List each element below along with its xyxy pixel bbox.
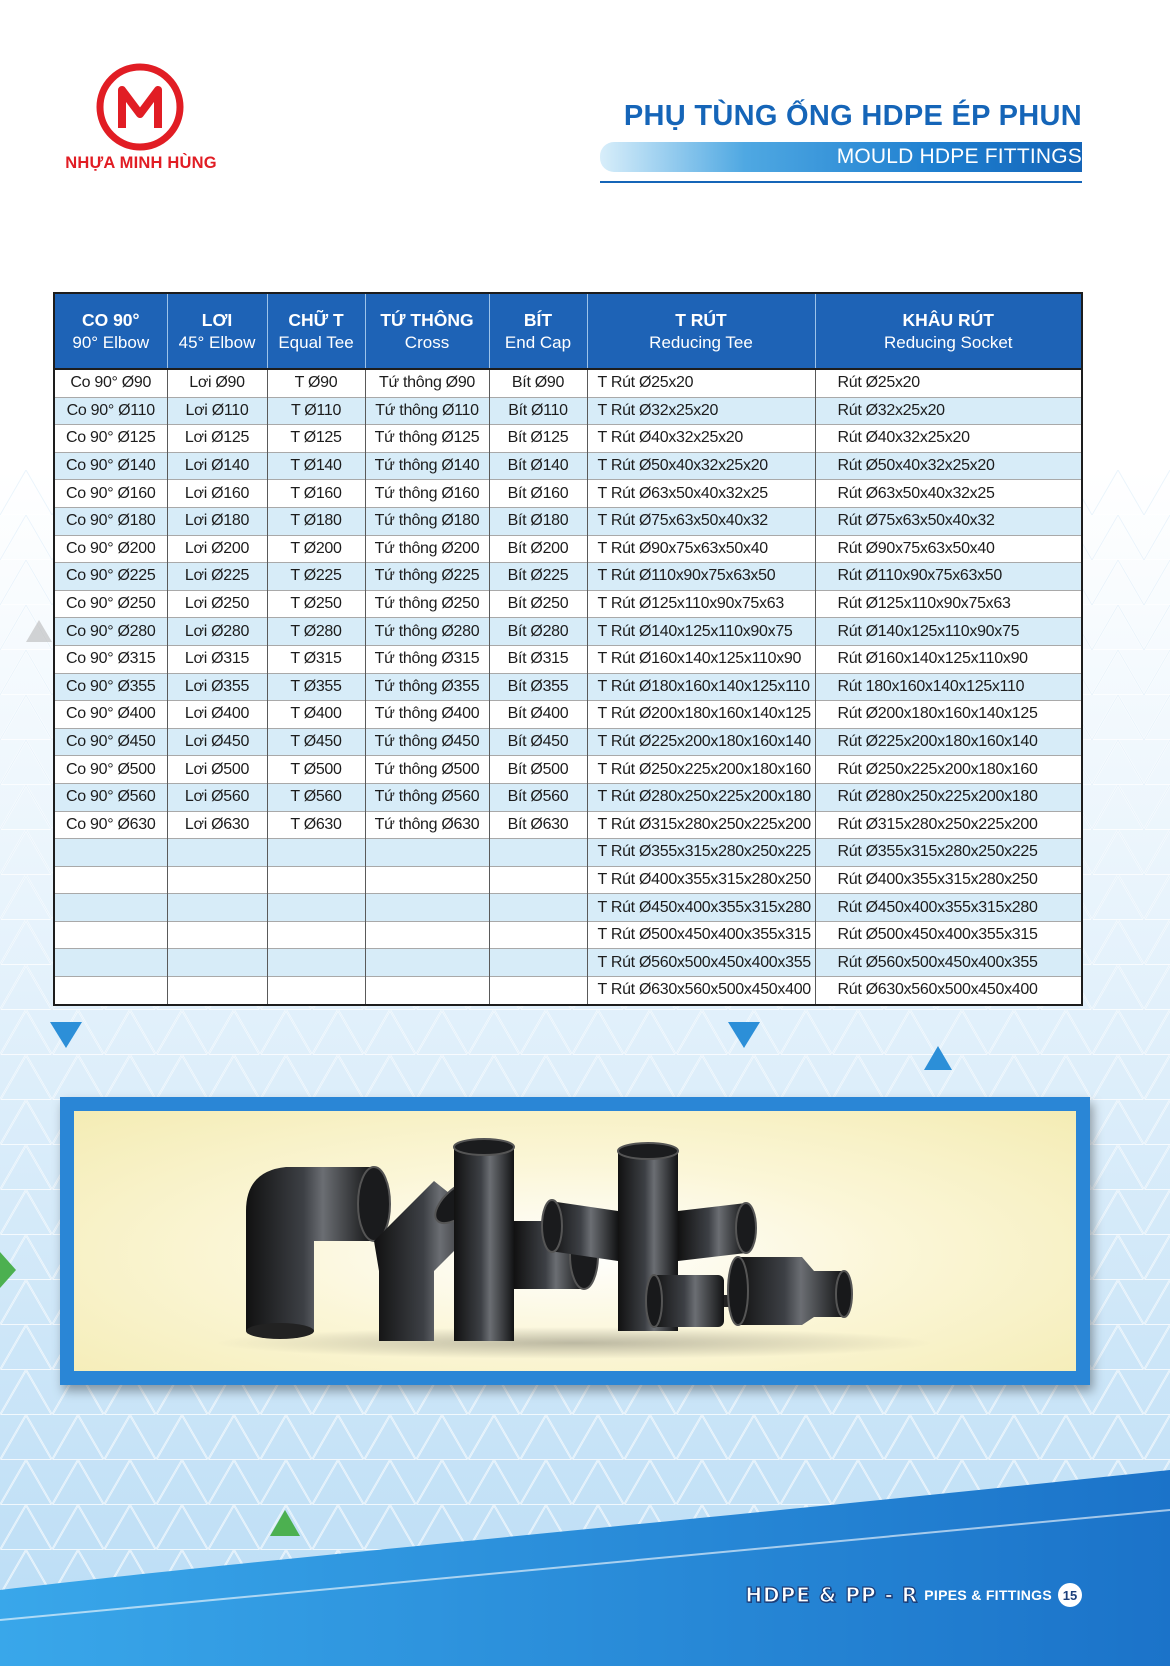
cell-elbow90: Co 90° Ø280 — [55, 618, 167, 646]
table-row — [55, 452, 1081, 480]
cell-cross: Tứ thông Ø450 — [365, 728, 489, 756]
cell-reducing-tee: T Rút Ø450x400x355x315x280 — [587, 894, 815, 922]
table-row — [55, 425, 1081, 453]
cell-reducing-socket: Rút Ø40x32x25x20 — [815, 425, 1081, 453]
product-photo-frame — [60, 1097, 1090, 1385]
cell-reducing-socket: Rút Ø500x450x400x355x315 — [815, 921, 1081, 949]
table-row — [55, 866, 1081, 894]
cell-elbow90: Co 90° Ø160 — [55, 480, 167, 508]
cell-end-cap — [489, 949, 587, 977]
cell-elbow90: Co 90° Ø180 — [55, 507, 167, 535]
table-row — [55, 480, 1081, 508]
cell-reducing-socket: Rút Ø63x50x40x32x25 — [815, 480, 1081, 508]
cell-elbow45 — [167, 839, 267, 867]
cell-reducing-tee: T Rút Ø400x355x315x280x250 — [587, 866, 815, 894]
col-header-cross: TỨ THÔNG Cross — [365, 294, 489, 369]
cell-equal-tee: T Ø280 — [267, 618, 365, 646]
table-row — [55, 949, 1081, 977]
cell-end-cap: Bít Ø560 — [489, 783, 587, 811]
cell-reducing-tee: T Rút Ø160x140x125x110x90 — [587, 645, 815, 673]
cell-end-cap: Bít Ø125 — [489, 425, 587, 453]
cell-reducing-tee: T Rút Ø90x75x63x50x40 — [587, 535, 815, 563]
cell-reducing-socket: Rút Ø450x400x355x315x280 — [815, 894, 1081, 922]
cell-cross: Tứ thông Ø355 — [365, 673, 489, 701]
cell-cross: Tứ thông Ø200 — [365, 535, 489, 563]
table-row — [55, 977, 1081, 1004]
cell-cross: Tứ thông Ø400 — [365, 701, 489, 729]
cell-equal-tee: T Ø450 — [267, 728, 365, 756]
cell-reducing-tee: T Rút Ø250x225x200x180x160 — [587, 756, 815, 784]
cell-end-cap: Bít Ø140 — [489, 452, 587, 480]
cell-cross: Tứ thông Ø500 — [365, 756, 489, 784]
cell-elbow45: Lơi Ø250 — [167, 590, 267, 618]
cell-end-cap: Bít Ø500 — [489, 756, 587, 784]
cell-elbow90: Co 90° Ø125 — [55, 425, 167, 453]
cell-elbow45: Lơi Ø140 — [167, 452, 267, 480]
cell-reducing-tee: T Rút Ø63x50x40x32x25 — [587, 480, 815, 508]
cell-elbow90: Co 90° Ø630 — [55, 811, 167, 839]
page-subtitle: MOULD HDPE FITTINGS — [836, 145, 1082, 168]
cell-reducing-socket: Rút Ø315x280x250x225x200 — [815, 811, 1081, 839]
cell-reducing-socket: Rút Ø225x200x180x160x140 — [815, 728, 1081, 756]
cell-elbow45 — [167, 894, 267, 922]
cell-elbow90: Co 90° Ø250 — [55, 590, 167, 618]
cell-reducing-socket: Rút Ø32x25x20 — [815, 397, 1081, 425]
cell-elbow90: Co 90° Ø110 — [55, 397, 167, 425]
cell-reducing-socket: Rút Ø125x110x90x75x63 — [815, 590, 1081, 618]
cell-reducing-socket: Rút Ø140x125x110x90x75 — [815, 618, 1081, 646]
cell-elbow90 — [55, 839, 167, 867]
cell-equal-tee: T Ø140 — [267, 452, 365, 480]
cell-reducing-tee: T Rút Ø630x560x500x450x400 — [587, 977, 815, 1004]
cell-reducing-socket: Rút Ø110x90x75x63x50 — [815, 563, 1081, 591]
cell-elbow90: Co 90° Ø315 — [55, 645, 167, 673]
cell-reducing-socket: Rút Ø280x250x225x200x180 — [815, 783, 1081, 811]
cell-reducing-tee: T Rút Ø140x125x110x90x75 — [587, 618, 815, 646]
cell-end-cap: Bít Ø110 — [489, 397, 587, 425]
cell-reducing-socket: Rút Ø75x63x50x40x32 — [815, 507, 1081, 535]
cell-reducing-tee: T Rút Ø25x20 — [587, 369, 815, 397]
cell-elbow90 — [55, 921, 167, 949]
cell-reducing-tee: T Rút Ø280x250x225x200x180 — [587, 783, 815, 811]
col-header-elbow90: CO 90° 90° Elbow — [55, 294, 167, 369]
hdpe-fittings-photo — [74, 1111, 1076, 1371]
cell-elbow45 — [167, 977, 267, 1004]
cell-elbow45: Lơi Ø200 — [167, 535, 267, 563]
cell-cross: Tứ thông Ø110 — [365, 397, 489, 425]
cell-equal-tee: T Ø160 — [267, 480, 365, 508]
cell-cross: Tứ thông Ø315 — [365, 645, 489, 673]
cell-cross — [365, 949, 489, 977]
cell-end-cap — [489, 866, 587, 894]
cell-reducing-tee: T Rút Ø355x315x280x250x225 — [587, 839, 815, 867]
cell-cross: Tứ thông Ø90 — [365, 369, 489, 397]
cell-cross: Tứ thông Ø225 — [365, 563, 489, 591]
cell-equal-tee: T Ø225 — [267, 563, 365, 591]
table-row — [55, 507, 1081, 535]
cell-cross — [365, 977, 489, 1004]
table-header-row — [55, 294, 1081, 369]
cell-equal-tee: T Ø355 — [267, 673, 365, 701]
cell-cross: Tứ thông Ø140 — [365, 452, 489, 480]
cell-equal-tee: T Ø400 — [267, 701, 365, 729]
col-header-reducing-tee: T RÚT Reducing Tee — [587, 294, 815, 369]
cell-end-cap: Bít Ø200 — [489, 535, 587, 563]
cell-elbow45: Lơi Ø225 — [167, 563, 267, 591]
cell-end-cap — [489, 839, 587, 867]
cell-end-cap: Bít Ø315 — [489, 645, 587, 673]
cell-elbow45 — [167, 949, 267, 977]
cell-elbow90 — [55, 977, 167, 1004]
col-header-elbow45: LƠI 45° Elbow — [167, 294, 267, 369]
cell-elbow90: Co 90° Ø200 — [55, 535, 167, 563]
cell-equal-tee — [267, 839, 365, 867]
cell-cross — [365, 894, 489, 922]
cell-equal-tee: T Ø110 — [267, 397, 365, 425]
table-row — [55, 839, 1081, 867]
cell-reducing-socket: Rút Ø90x75x63x50x40 — [815, 535, 1081, 563]
cell-elbow45: Lơi Ø160 — [167, 480, 267, 508]
cell-elbow45: Lơi Ø280 — [167, 618, 267, 646]
cell-reducing-socket: Rút Ø630x560x500x450x400 — [815, 977, 1081, 1004]
table-row — [55, 563, 1081, 591]
cell-elbow45: Lơi Ø110 — [167, 397, 267, 425]
cell-elbow45: Lơi Ø450 — [167, 728, 267, 756]
col-header-reducing-socket: KHÂU RÚT Reducing Socket — [815, 294, 1081, 369]
cell-end-cap: Bít Ø180 — [489, 507, 587, 535]
cell-reducing-tee: T Rút Ø180x160x140x125x110 — [587, 673, 815, 701]
cell-equal-tee: T Ø315 — [267, 645, 365, 673]
cell-end-cap: Bít Ø280 — [489, 618, 587, 646]
cell-cross: Tứ thông Ø180 — [365, 507, 489, 535]
cell-equal-tee — [267, 977, 365, 1004]
cell-end-cap: Bít Ø250 — [489, 590, 587, 618]
cell-equal-tee: T Ø90 — [267, 369, 365, 397]
cell-reducing-socket: Rút Ø160x140x125x110x90 — [815, 645, 1081, 673]
cell-elbow45 — [167, 921, 267, 949]
page-number: 15 — [1058, 1583, 1082, 1607]
col-header-equal-tee: CHỮ T Equal Tee — [267, 294, 365, 369]
cell-reducing-socket: Rút Ø355x315x280x250x225 — [815, 839, 1081, 867]
cell-reducing-socket: Rút Ø560x500x450x400x355 — [815, 949, 1081, 977]
cell-cross — [365, 839, 489, 867]
cell-cross — [365, 921, 489, 949]
cell-cross: Tứ thông Ø160 — [365, 480, 489, 508]
cell-cross: Tứ thông Ø280 — [365, 618, 489, 646]
cell-reducing-tee: T Rút Ø125x110x90x75x63 — [587, 590, 815, 618]
cell-equal-tee: T Ø630 — [267, 811, 365, 839]
cell-elbow90: Co 90° Ø560 — [55, 783, 167, 811]
cell-elbow45: Lơi Ø400 — [167, 701, 267, 729]
cell-end-cap — [489, 894, 587, 922]
cell-reducing-tee: T Rút Ø225x200x180x160x140 — [587, 728, 815, 756]
cell-end-cap: Bít Ø355 — [489, 673, 587, 701]
company-logo — [46, 62, 236, 182]
cell-elbow90: Co 90° Ø500 — [55, 756, 167, 784]
fittings-illustration — [74, 1111, 1076, 1371]
table-row — [55, 618, 1081, 646]
mh-logo-icon — [92, 62, 188, 152]
table-row — [55, 397, 1081, 425]
cell-elbow90: Co 90° Ø400 — [55, 701, 167, 729]
cell-equal-tee: T Ø125 — [267, 425, 365, 453]
cell-reducing-socket: Rút Ø25x20 — [815, 369, 1081, 397]
cell-reducing-socket: Rút Ø50x40x32x25x20 — [815, 452, 1081, 480]
cell-equal-tee: T Ø500 — [267, 756, 365, 784]
cell-end-cap: Bít Ø450 — [489, 728, 587, 756]
cell-end-cap: Bít Ø90 — [489, 369, 587, 397]
cell-cross — [365, 866, 489, 894]
cell-elbow90 — [55, 866, 167, 894]
fittings-table — [53, 292, 1083, 1006]
cell-reducing-tee: T Rút Ø50x40x32x25x20 — [587, 452, 815, 480]
footer-brand: HDPE & PP - R — [745, 1583, 919, 1607]
table-row — [55, 645, 1081, 673]
cell-reducing-socket: Rút Ø200x180x160x140x125 — [815, 701, 1081, 729]
table-row — [55, 535, 1081, 563]
cell-equal-tee — [267, 894, 365, 922]
table-row — [55, 673, 1081, 701]
cell-equal-tee: T Ø180 — [267, 507, 365, 535]
cell-reducing-socket: Rút Ø400x355x315x280x250 — [815, 866, 1081, 894]
cell-cross: Tứ thông Ø630 — [365, 811, 489, 839]
page-title: PHỤ TÙNG ỐNG HDPE ÉP PHUN — [623, 100, 1082, 132]
cell-cross: Tứ thông Ø250 — [365, 590, 489, 618]
table-row — [55, 783, 1081, 811]
footer-tagline: PIPES & FITTINGS — [924, 1587, 1052, 1603]
cell-end-cap: Bít Ø160 — [489, 480, 587, 508]
cell-elbow90: Co 90° Ø225 — [55, 563, 167, 591]
cell-reducing-tee: T Rút Ø40x32x25x20 — [587, 425, 815, 453]
col-header-end-cap: BÍT End Cap — [489, 294, 587, 369]
header-divider — [600, 181, 1082, 183]
cell-reducing-tee: T Rút Ø560x500x450x400x355 — [587, 949, 815, 977]
table-row — [55, 756, 1081, 784]
table-row — [55, 811, 1081, 839]
cell-elbow45: Lơi Ø500 — [167, 756, 267, 784]
cell-elbow90 — [55, 949, 167, 977]
cell-elbow45: Lơi Ø630 — [167, 811, 267, 839]
brand-name: NHỰA MINH HÙNG — [65, 154, 217, 172]
cell-reducing-tee: T Rút Ø315x280x250x225x200 — [587, 811, 815, 839]
table-row — [55, 894, 1081, 922]
cell-equal-tee — [267, 866, 365, 894]
table-row — [55, 701, 1081, 729]
cell-reducing-tee: T Rút Ø200x180x160x140x125 — [587, 701, 815, 729]
cell-cross: Tứ thông Ø125 — [365, 425, 489, 453]
cell-elbow45: Lơi Ø90 — [167, 369, 267, 397]
cell-elbow45: Lơi Ø180 — [167, 507, 267, 535]
cell-reducing-tee: T Rút Ø75x63x50x40x32 — [587, 507, 815, 535]
page-footer — [745, 1580, 1082, 1610]
cell-elbow45: Lơi Ø560 — [167, 783, 267, 811]
cell-elbow90: Co 90° Ø90 — [55, 369, 167, 397]
table-row — [55, 369, 1081, 397]
cell-equal-tee — [267, 949, 365, 977]
cell-elbow45: Lơi Ø125 — [167, 425, 267, 453]
cell-end-cap — [489, 921, 587, 949]
cell-elbow90: Co 90° Ø355 — [55, 673, 167, 701]
table-row — [55, 590, 1081, 618]
table-row — [55, 921, 1081, 949]
cell-reducing-socket: Rút Ø250x225x200x180x160 — [815, 756, 1081, 784]
cell-elbow45: Lơi Ø355 — [167, 673, 267, 701]
cell-reducing-tee: T Rút Ø500x450x400x355x315 — [587, 921, 815, 949]
cell-end-cap: Bít Ø630 — [489, 811, 587, 839]
cell-elbow90 — [55, 894, 167, 922]
cell-end-cap: Bít Ø225 — [489, 563, 587, 591]
cell-elbow90: Co 90° Ø140 — [55, 452, 167, 480]
cell-equal-tee — [267, 921, 365, 949]
cell-cross: Tứ thông Ø560 — [365, 783, 489, 811]
cell-elbow90: Co 90° Ø450 — [55, 728, 167, 756]
cell-equal-tee: T Ø200 — [267, 535, 365, 563]
cell-elbow45 — [167, 866, 267, 894]
cell-equal-tee: T Ø250 — [267, 590, 365, 618]
cell-reducing-tee: T Rút Ø110x90x75x63x50 — [587, 563, 815, 591]
cell-reducing-socket: Rút 180x160x140x125x110 — [815, 673, 1081, 701]
cell-equal-tee: T Ø560 — [267, 783, 365, 811]
cell-end-cap — [489, 977, 587, 1004]
cell-elbow45: Lơi Ø315 — [167, 645, 267, 673]
table-row — [55, 728, 1081, 756]
cell-end-cap: Bít Ø400 — [489, 701, 587, 729]
cell-reducing-tee: T Rút Ø32x25x20 — [587, 397, 815, 425]
